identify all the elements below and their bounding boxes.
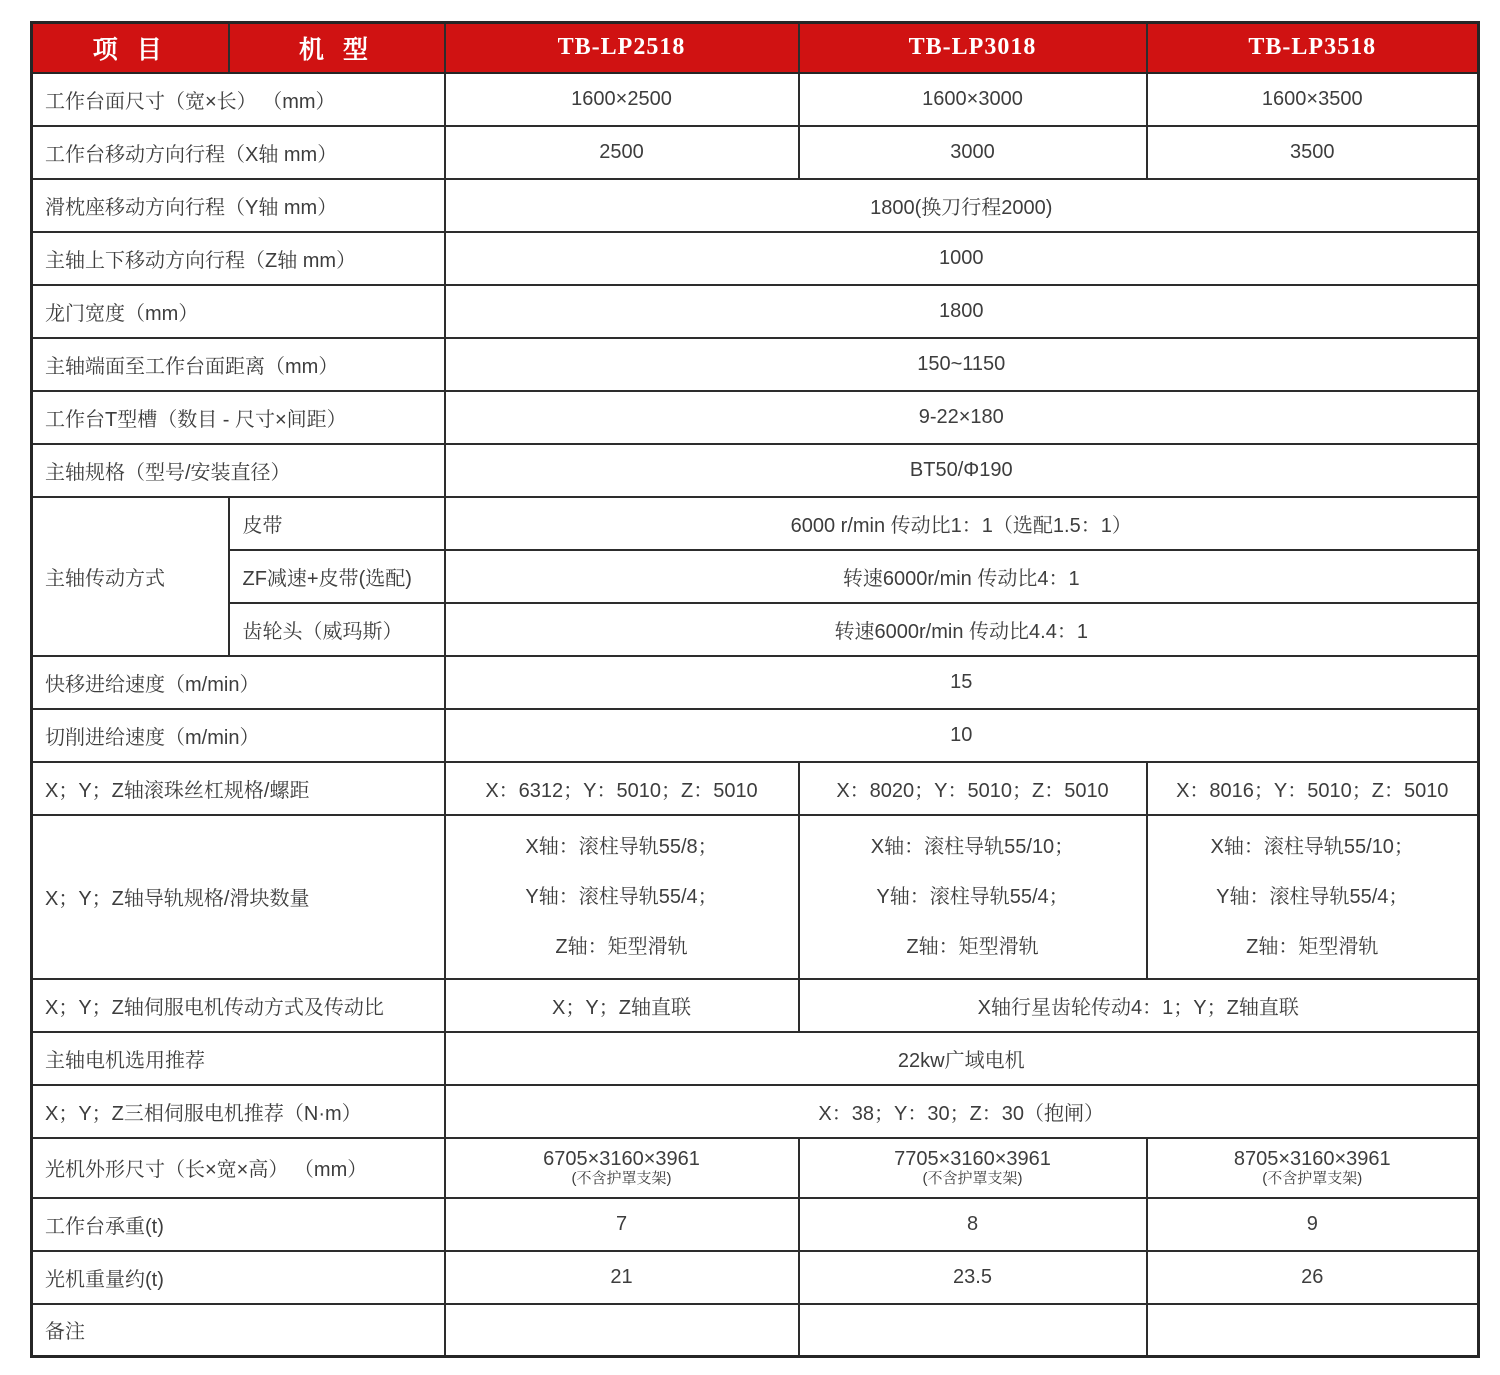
- row-label: X；Y；Z三相伺服电机推荐（N·m）: [32, 1085, 445, 1138]
- row-label: 光机重量约(t): [32, 1251, 445, 1304]
- spec-value: 10: [445, 709, 1479, 762]
- spec-value: [799, 815, 1147, 979]
- spec-value: 9: [1147, 1198, 1479, 1251]
- row-label: 切削进给速度（m/min）: [32, 709, 445, 762]
- spec-value: X：8020；Y：5010；Z：5010: [799, 762, 1147, 815]
- dimension-value: 6705×3160×3961: [543, 1147, 700, 1170]
- spec-value: 转速6000r/min 传动比4.4：1: [445, 603, 1479, 656]
- spec-row-machine-weight: [32, 1251, 1479, 1304]
- spec-row-worktable-size: [32, 73, 1479, 126]
- rail-line-y: Y轴：滚柱导轨55/4；: [1216, 885, 1409, 908]
- spec-value: 21: [445, 1251, 799, 1304]
- row-label: 龙门宽度（mm）: [32, 285, 445, 338]
- header-model-tb-lp3018: TB-LP3018: [799, 23, 1147, 73]
- spec-value: 15: [445, 656, 1479, 709]
- spec-value: [1147, 1304, 1479, 1357]
- spec-row-rapid-feed: [32, 656, 1479, 709]
- row-label: 主轴电机选用推荐: [32, 1032, 445, 1085]
- spec-value: [799, 1138, 1147, 1198]
- spec-row-spindle-spec: [32, 444, 1479, 497]
- spec-value: 1800: [445, 285, 1479, 338]
- row-label: 工作台面尺寸（宽×长） （mm）: [32, 73, 445, 126]
- spec-value: X；Y；Z轴直联: [445, 979, 799, 1032]
- spec-value: 9-22×180: [445, 391, 1479, 444]
- spec-row-guide-rails: [32, 815, 1479, 979]
- rail-line-z: Z轴：矩型滑轨: [1246, 935, 1379, 958]
- spec-row-remarks: [32, 1304, 1479, 1357]
- table-header-row: [32, 23, 1479, 73]
- spec-value: 3000: [799, 126, 1147, 179]
- spec-row-table-load: [32, 1198, 1479, 1251]
- spec-value: 1800(换刀行程2000): [445, 179, 1479, 232]
- rail-line-y: Y轴：滚柱导轨55/4；: [525, 885, 718, 908]
- row-label: 滑枕座移动方向行程（Y轴 mm）: [32, 179, 445, 232]
- spec-row-cutting-feed: [32, 709, 1479, 762]
- spec-row-x-travel: [32, 126, 1479, 179]
- spec-value: 3500: [1147, 126, 1479, 179]
- spec-value: 1600×3500: [1147, 73, 1479, 126]
- spec-value: [445, 1138, 799, 1198]
- spec-value: X：8016；Y：5010；Z：5010: [1147, 762, 1479, 815]
- spec-row-drive-zf: [32, 550, 1479, 603]
- spec-value: 26: [1147, 1251, 1479, 1304]
- row-label: 工作台承重(t): [32, 1198, 445, 1251]
- spec-value: 7: [445, 1198, 799, 1251]
- spec-value: [799, 1304, 1147, 1357]
- spec-row-z-travel: [32, 232, 1479, 285]
- row-label: 主轴规格（型号/安装直径）: [32, 444, 445, 497]
- spec-row-servo-motor: [32, 1085, 1479, 1138]
- row-sub-label: 齿轮头（威玛斯）: [229, 603, 445, 656]
- spec-value: 150~1150: [445, 338, 1479, 391]
- spec-table: [30, 21, 1480, 1358]
- spec-row-t-slots: [32, 391, 1479, 444]
- spec-row-spindle-motor: [32, 1032, 1479, 1085]
- row-label: 快移进给速度（m/min）: [32, 656, 445, 709]
- spec-value: 8: [799, 1198, 1147, 1251]
- row-label: 主轴上下移动方向行程（Z轴 mm）: [32, 232, 445, 285]
- header-model-tb-lp2518: TB-LP2518: [445, 23, 799, 73]
- spec-value: 1600×2500: [445, 73, 799, 126]
- spec-value: [1147, 815, 1479, 979]
- dimension-note: (不含护罩支架): [571, 1169, 672, 1187]
- rail-line-x: X轴：滚柱导轨55/10；: [870, 835, 1075, 858]
- spec-row-machine-dimensions: [32, 1138, 1479, 1198]
- spec-value: [1147, 1138, 1479, 1198]
- row-group-label: 主轴传动方式: [32, 497, 229, 656]
- spec-value: 1000: [445, 232, 1479, 285]
- row-label: 光机外形尺寸（长×宽×高） （mm）: [32, 1138, 445, 1198]
- header-model: 机 型: [229, 23, 445, 73]
- spec-row-gantry-width: [32, 285, 1479, 338]
- spec-row-drive-belt: [32, 497, 1479, 550]
- rail-line-x: X轴：滚柱导轨55/10；: [1210, 835, 1414, 858]
- spec-value: X轴行星齿轮传动4：1；Y；Z轴直联: [799, 979, 1479, 1032]
- spec-row-drive-gearhead: [32, 603, 1479, 656]
- row-sub-label: 皮带: [229, 497, 445, 550]
- dimension-value: 7705×3160×3961: [894, 1147, 1051, 1170]
- row-sub-label: ZF减速+皮带(选配): [229, 550, 445, 603]
- row-label: 工作台T型槽（数目 - 尺寸×间距）: [32, 391, 445, 444]
- rail-line-z: Z轴：矩型滑轨: [906, 935, 1039, 958]
- rail-line-x: X轴：滚柱导轨55/8；: [525, 835, 718, 858]
- spec-value: [445, 815, 799, 979]
- dimension-note: (不含护罩支架): [922, 1169, 1023, 1187]
- spec-value: 1600×3000: [799, 73, 1147, 126]
- spec-row-servo-drive: [32, 979, 1479, 1032]
- header-item: 项 目: [32, 23, 229, 73]
- row-label: 工作台移动方向行程（X轴 mm）: [32, 126, 445, 179]
- spec-value: 23.5: [799, 1251, 1147, 1304]
- rail-line-y: Y轴：滚柱导轨55/4；: [876, 885, 1069, 908]
- spec-row-spindle-to-table: [32, 338, 1479, 391]
- rail-line-z: Z轴：矩型滑轨: [555, 935, 688, 958]
- spec-value: 6000 r/min 传动比1：1（选配1.5：1）: [445, 497, 1479, 550]
- spec-row-ball-screws: [32, 762, 1479, 815]
- spec-value: 2500: [445, 126, 799, 179]
- spec-value: 22kw广域电机: [445, 1032, 1479, 1085]
- spec-value: 转速6000r/min 传动比4：1: [445, 550, 1479, 603]
- row-label: 备注: [32, 1304, 445, 1357]
- spec-value: [445, 1304, 799, 1357]
- spec-row-y-travel: [32, 179, 1479, 232]
- dimension-value: 8705×3160×3961: [1233, 1147, 1391, 1170]
- row-label: X；Y；Z轴导轨规格/滑块数量: [32, 815, 445, 979]
- spec-value: X：6312；Y：5010；Z：5010: [445, 762, 799, 815]
- dimension-note: (不含护罩支架): [1262, 1169, 1363, 1187]
- spec-value: BT50/Φ190: [445, 444, 1479, 497]
- row-label: 主轴端面至工作台面距离（mm）: [32, 338, 445, 391]
- row-label: X；Y；Z轴伺服电机传动方式及传动比: [32, 979, 445, 1032]
- row-label: X；Y；Z轴滚珠丝杠规格/螺距: [32, 762, 445, 815]
- spec-value: X：38；Y：30；Z：30（抱闸）: [445, 1085, 1479, 1138]
- header-model-tb-lp3518: TB-LP3518: [1147, 23, 1479, 73]
